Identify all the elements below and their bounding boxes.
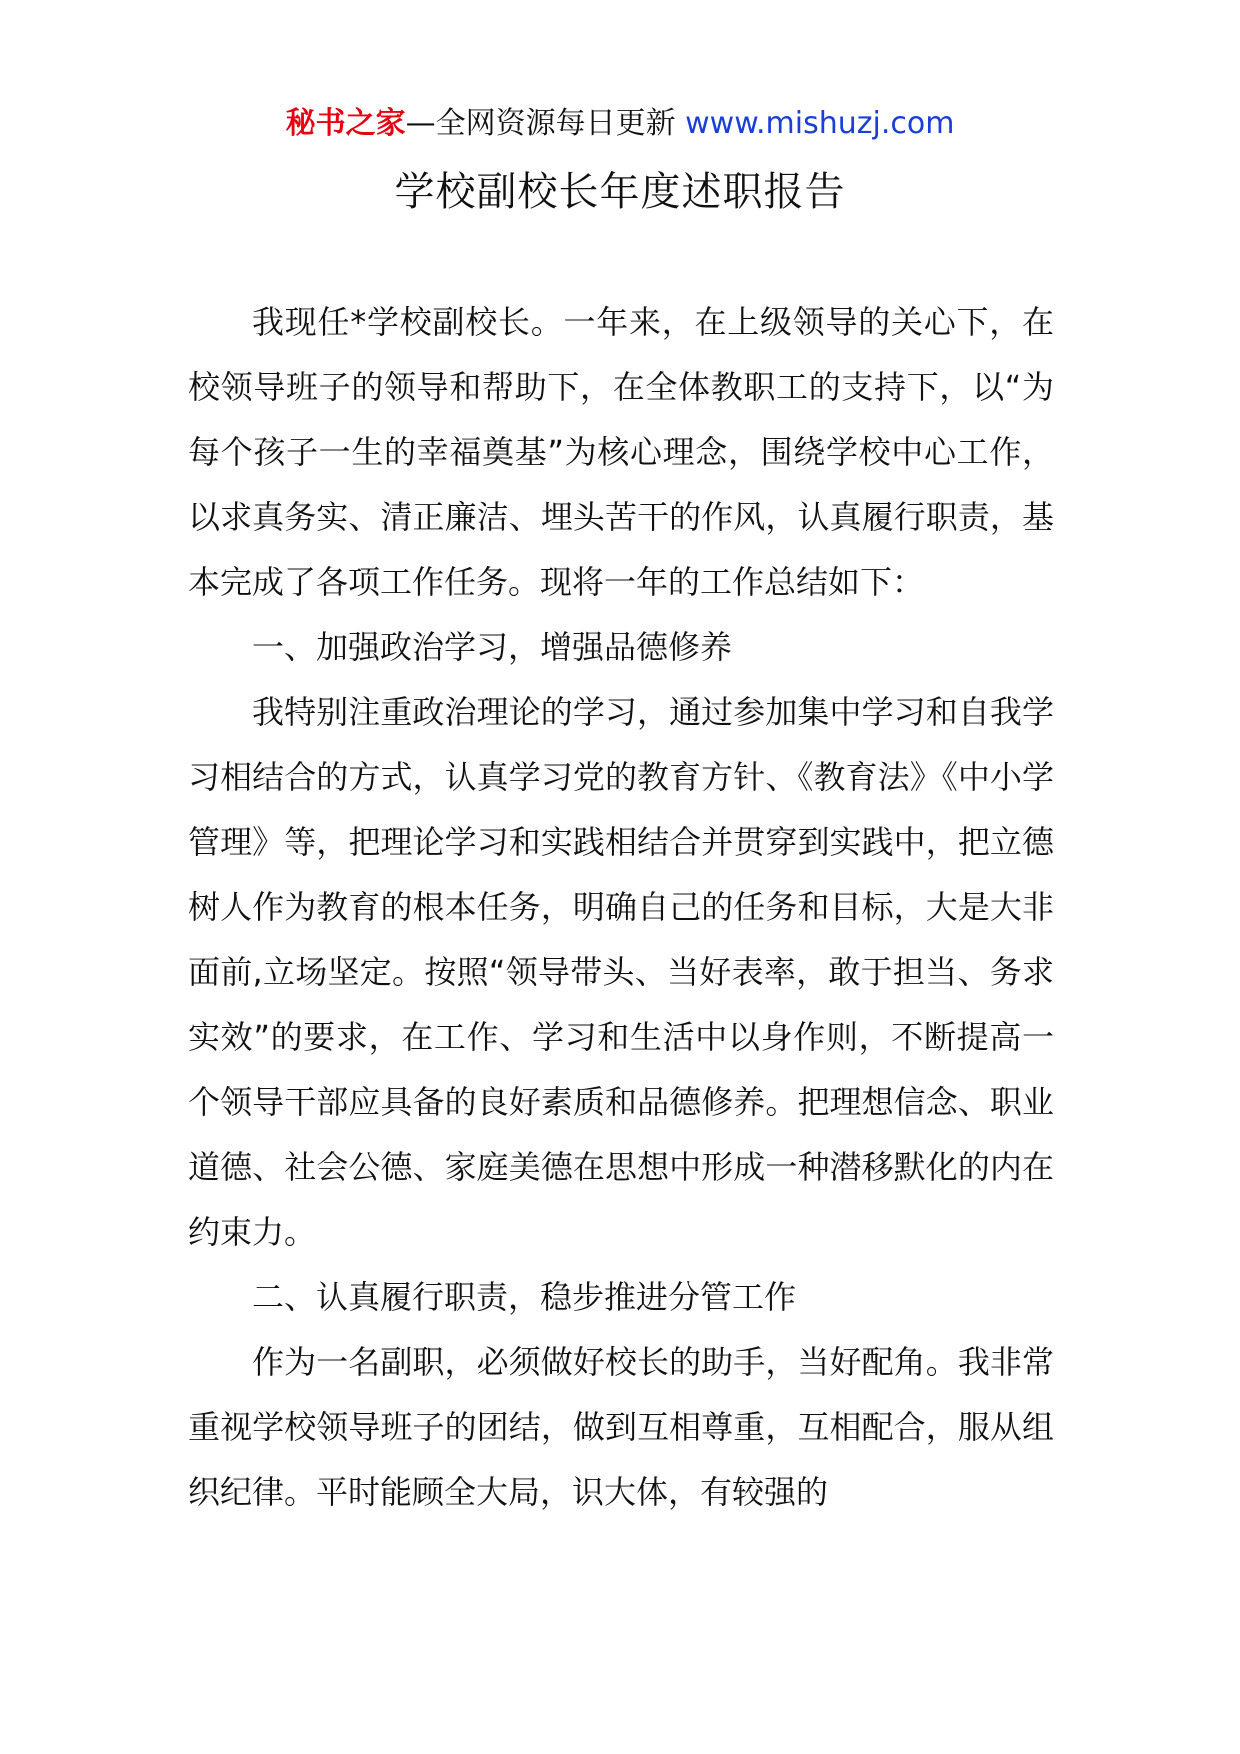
brand-name: 秘书之家 — [285, 106, 406, 141]
site-tagline: —全网资源每日更新 — [405, 106, 676, 141]
site-url-link[interactable]: www.mishuzj.com — [685, 106, 955, 141]
section-heading-2: 二、认真履行职责，稳步推进分管工作 — [252, 1278, 797, 1316]
document-title: 学校副校长年度述职报告 — [394, 169, 846, 215]
section-paragraph-2: 作为一名副职，必须做好校长的助手，当好配角。我非常重视学校领导班子的团结，做到互相尊重，互相配合，服从组织纪律。平时能顾全大局，识大体，有较强的 — [188, 1343, 1054, 1511]
document-body — [188, 290, 1054, 1525]
site-header — [0, 100, 1240, 148]
section-paragraph-1: 我特别注重政治理论的学习，通过参加集中学习和自我学习相结合的方式，认真学习党的教育方针、《教育法》《中小学管理》等，把理论学习和实践相结合并贯穿到实践中，把立德树人作为教育的根本任务，明确自己的任务和目标，大是大非面前,立场坚定。按照“领导带头、当好表率，敢于担当、务求实效”的要求，在工作、学习和生活中以身作则，不断提高一个领导干部应具备的良好素质和品德修养。把理想信念、职业道德、社会公德、家庭美德在思想中形成一种潜移默化的内在约束力。 — [188, 693, 1054, 1251]
intro-paragraph: 我现任*学校副校长。一年来，在上级领导的关心下，在校领导班子的领导和帮助下，在全体教职工的支持下，以“为每个孩子一生的幸福奠基”为核心理念，围绕学校中心工作，以求真务实、清正廉洁、埋头苦干的作风，认真履行职责，基本完成了各项工作任务。现将一年的工作总结如下： — [188, 303, 1054, 601]
section-heading-1: 一、加强政治学习，增强品德修养 — [252, 628, 733, 666]
